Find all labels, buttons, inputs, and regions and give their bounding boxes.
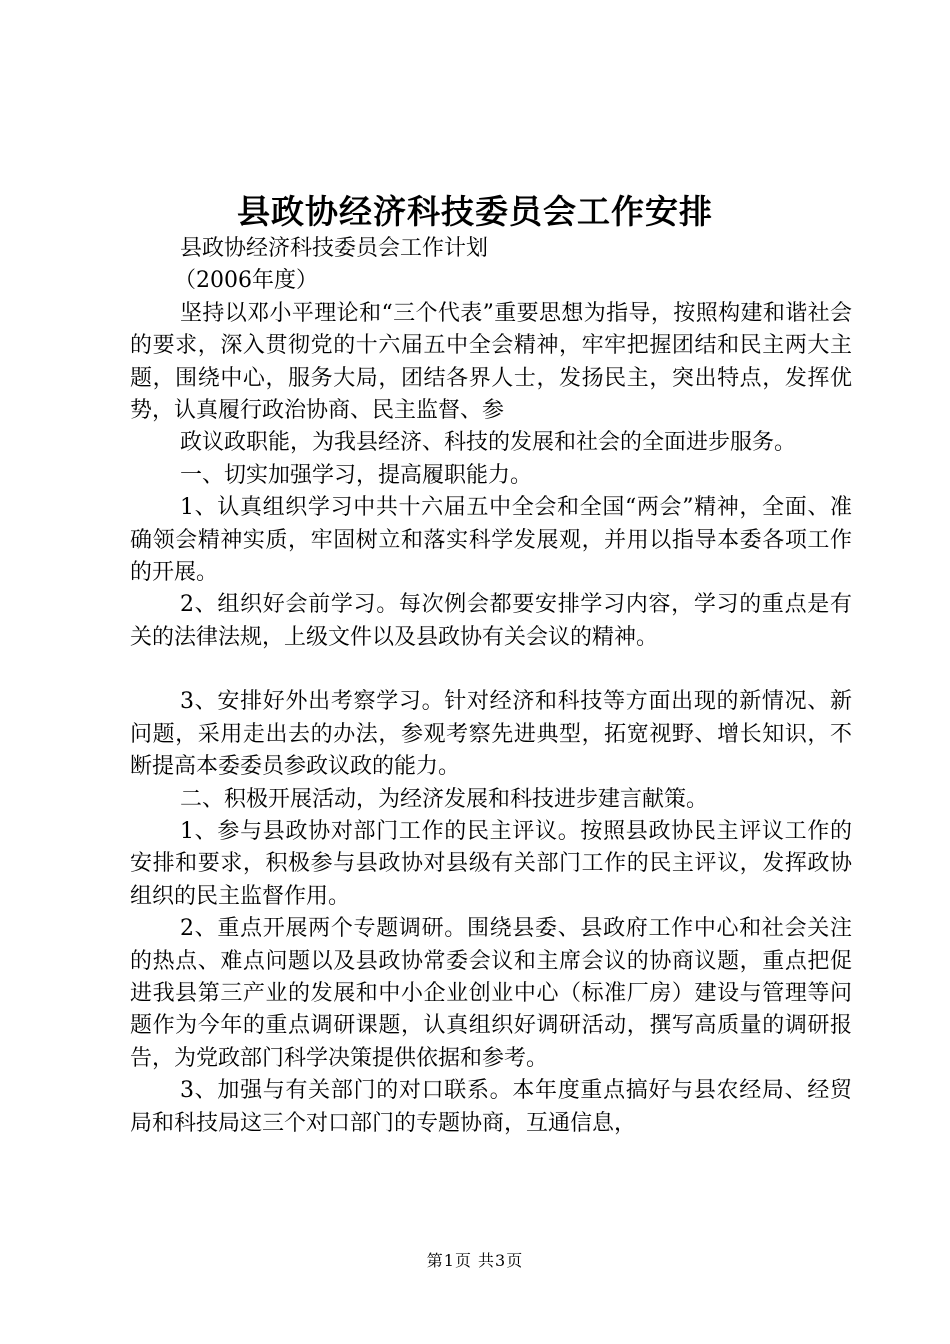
paragraph-item: 2、组织好会前学习。每次例会都要安排学习内容，学习的重点是有关的法律法规，上级文件以及县政协有关会议的精神。 <box>130 592 852 650</box>
paragraph-item: 3、加强与有关部门的对口联系。本年度重点搞好与县农经局、经贸局和科技局这三个对口部门的专题协商，互通信息， <box>130 1078 852 1136</box>
paragraph-item: 3、安排好外出考察学习。针对经济和科技等方面出现的新情况、新问题，采用走出去的办法，参观考察先进典型，拓宽视野、增长知识，不断提高本委委员参政议政的能力。 <box>130 689 852 780</box>
section-heading-2: 二、积极开展活动，为经济发展和科技进步建言献策。 <box>180 786 709 812</box>
paragraph-intro-cont: 政议政职能，为我县经济、科技的发展和社会的全面进步服务。 <box>180 430 797 456</box>
section-heading-1: 一、切实加强学习，提高履职能力。 <box>180 462 533 488</box>
document-subtitle: 县政协经济科技委员会工作计划 <box>180 236 489 261</box>
paragraph-item: 1、认真组织学习中共十六届五中全会和全国“两会”精神，全面、准确领会精神实质，牢固树立和落实科学发展观，并用以指导本委各项工作的开展。 <box>130 495 852 586</box>
paragraph-item: 1、参与县政协对部门工作的民主评议。按照县政协民主评议工作的安排和要求，积极参与县政协对县级有关部门工作的民主评议，发挥政协组织的民主监督作用。 <box>130 818 852 909</box>
page-number: 第1页 共3页 <box>426 1251 524 1270</box>
document-body <box>130 233 852 1140</box>
document-title: 县政协经济科技委员会工作安排 <box>237 192 713 231</box>
paragraph-intro: 坚持以邓小平理论和“三个代表”重要思想为指导，按照构建和谐社会的要求，深入贯彻党的十六届五中全会精神，牢牢把握团结和民主两大主题，围绕中心，服务大局，团结各界人士，发扬民主，突出特点，发挥优势，认真履行政治协商、民主监督、参 <box>130 300 852 424</box>
paragraph-spacer <box>130 654 852 686</box>
paragraph-item: 2、重点开展两个专题调研。围绕县委、县政府工作中心和社会关注的热点、难点问题以及县政协常委会议和主席会议的协商议题，重点把促进我县第三产业的发展和中小企业创业中心（标准厂房）建设与管理等问题作为今年的重点调研课题，认真组织好调研活动，撰写高质量的调研报告，为党政部门科学决策提供依据和参考。 <box>130 916 852 1071</box>
document-year: （2006年度） <box>174 268 318 294</box>
